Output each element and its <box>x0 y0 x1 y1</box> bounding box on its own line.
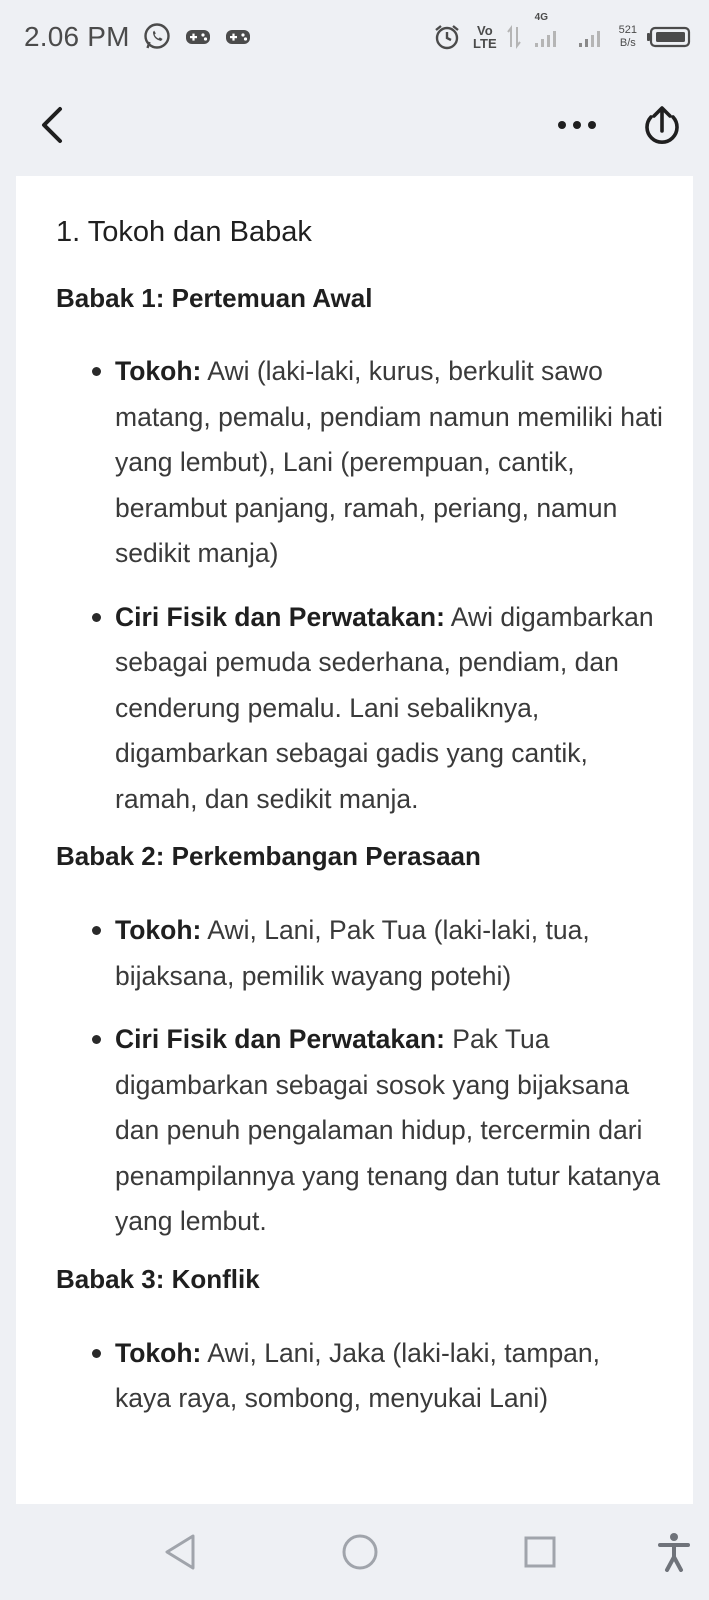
item-text: Awi digambarkan sebagai pemuda sederhana, pendiam, dan cenderung pemalu. Lani sebaliknya, digambarkan sebagai gadis yang cantik, ramah, dan sedikit manja. <box>115 601 654 814</box>
more-options-icon[interactable] <box>557 120 597 130</box>
data-arrows-icon <box>507 25 521 49</box>
net-speed-value: 521 <box>618 24 637 36</box>
gamepad-icon <box>184 27 212 47</box>
bullet-dot <box>92 1349 101 1358</box>
home-circle-icon[interactable] <box>330 1504 390 1600</box>
net-speed-unit: B/s <box>619 37 636 49</box>
volte-top: Vo <box>477 23 493 38</box>
item-label: Tokoh: <box>115 915 202 946</box>
bullet-dot <box>92 613 101 622</box>
babak-heading: Babak 3: Konflik <box>56 1263 260 1294</box>
bullet-dot <box>92 367 101 376</box>
toolbar <box>0 74 709 176</box>
navigation-bar <box>0 1504 709 1600</box>
gamepad-icon <box>224 27 252 47</box>
bullet-dot <box>92 1035 101 1044</box>
item-label: Tokoh: <box>115 1337 202 1368</box>
list-item <box>56 349 663 577</box>
item-label: Ciri Fisik dan Perwatakan: <box>115 601 445 632</box>
signal-icon <box>533 12 565 48</box>
battery-icon <box>647 26 691 48</box>
toolbar-actions <box>557 104 683 146</box>
item-text: Awi, Lani, Pak Tua (laki-laki, tua, bijaksana, pemilik wayang potehi) <box>115 915 590 991</box>
alarm-icon <box>433 23 461 51</box>
item-label: Ciri Fisik dan Perwatakan: <box>115 1024 445 1055</box>
list-item <box>56 908 663 999</box>
item-text: Pak Tua digambarkan sebagai sosok yang bijaksana dan penuh pengalaman hidup, tercermin dari penampilannya yang tenang dan tutur katanya yang lembut. <box>115 1024 661 1237</box>
section-title: 1. Tokoh dan Babak <box>56 216 312 248</box>
status-left <box>24 21 264 53</box>
status-time: 2.06 PM <box>24 21 130 52</box>
bullet-list <box>56 908 663 1245</box>
list-item <box>56 1017 663 1245</box>
volte-bottom: LTE <box>473 36 497 51</box>
back-arrow-icon[interactable] <box>38 105 66 145</box>
recents-square-icon[interactable] <box>510 1504 570 1600</box>
item-text: Awi, Lani, Jaka (laki-laki, tampan, kaya raya, sombong, menyukai Lani) <box>115 1337 601 1414</box>
signal-icon <box>577 26 607 48</box>
babak-heading: Babak 1: Pertemuan Awal <box>56 282 373 313</box>
accessibility-icon[interactable] <box>646 1504 702 1600</box>
network-type: 4G <box>534 12 548 23</box>
bullet-list <box>56 349 663 822</box>
list-item <box>56 1331 663 1422</box>
item-label: Tokoh: <box>115 356 202 387</box>
status-bar <box>0 0 709 74</box>
share-upload-icon[interactable] <box>641 104 683 146</box>
list-item <box>56 595 663 823</box>
net-speed <box>619 24 637 50</box>
bullet-dot <box>92 926 101 935</box>
whatsapp-icon <box>142 22 172 52</box>
bullet-list <box>56 1331 663 1422</box>
back-triangle-icon[interactable] <box>150 1504 210 1600</box>
content-card <box>16 176 693 1504</box>
item-text: Awi (laki-laki, kurus, berkulit sawo matang, pemalu, pendiam namun memiliki hati yang lembut), Lani (perempuan, cantik, berambut panjang, ramah, periang, namun sedikit manja) <box>115 356 663 569</box>
babak-heading: Babak 2: Perkembangan Perasaan <box>56 841 481 872</box>
status-right <box>433 12 691 51</box>
volte-indicator <box>473 24 497 50</box>
